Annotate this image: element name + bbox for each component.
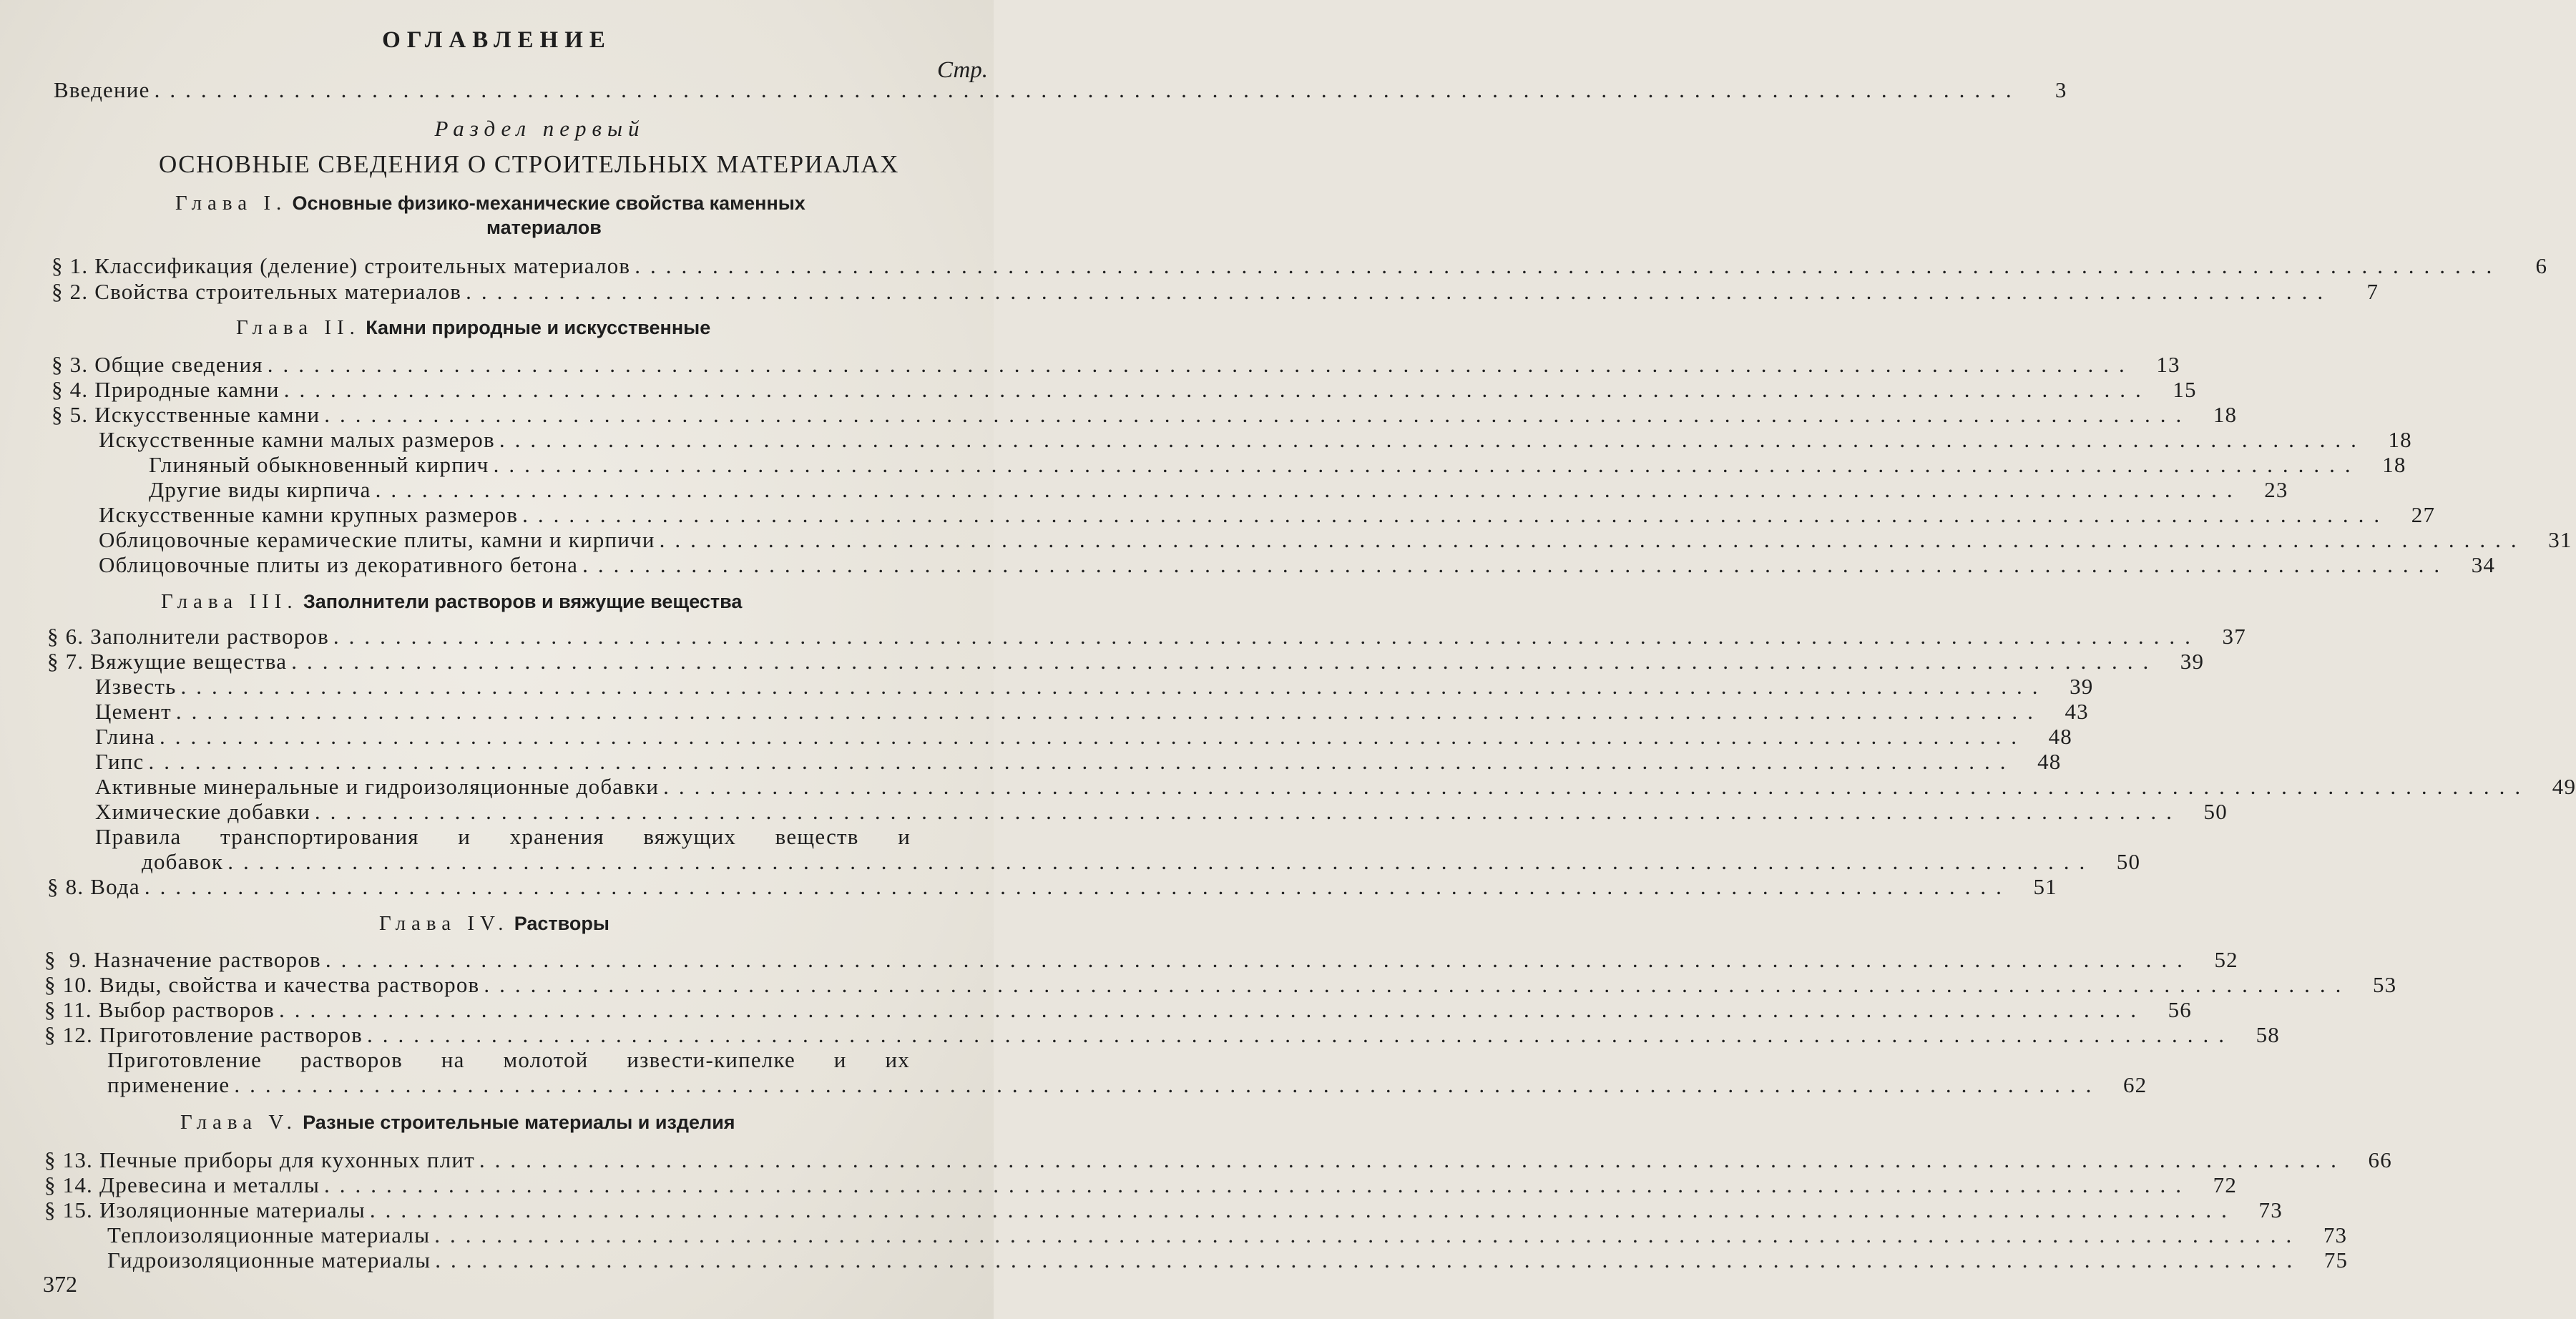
toc-entry <box>44 1197 2283 1223</box>
toc-entry <box>149 477 2288 503</box>
entry-text: Активные минеральные и гидроизоляционные добавки <box>95 774 660 799</box>
entry-page: 23 <box>2264 477 2288 502</box>
entry-text: § 3. Общие сведения <box>52 352 263 377</box>
leader-dots: ........................................................................................................................ <box>234 1072 2102 1097</box>
toc-entry <box>44 997 2192 1023</box>
leader-dots: ........................................................................................................................ <box>227 849 2095 874</box>
entry-page: 66 <box>2368 1147 2392 1172</box>
entry-text: Глиняный обыкновенный кирпич <box>149 452 489 477</box>
toc-entry <box>107 1222 2348 1248</box>
entry-page: 58 <box>2256 1022 2280 1047</box>
entry-page: 50 <box>2116 849 2141 874</box>
entry-text: § 14. Древесина и металлы <box>44 1172 320 1197</box>
leader-dots: ........................................................................................................................ <box>180 674 2048 699</box>
toc-entry <box>52 402 2238 428</box>
toc-entry <box>95 799 2228 825</box>
toc-entry <box>107 1247 2349 1273</box>
toc-entry <box>95 699 2089 725</box>
entry-text: Искусственные камни малых размеров <box>99 427 495 452</box>
chapter-label: Глава V. <box>180 1111 298 1134</box>
leader-dots: ........................................................................................................................ <box>366 1022 2234 1047</box>
entry-page: 43 <box>2065 699 2089 724</box>
toc-entry <box>99 552 2496 578</box>
leader-dots: ........................................................................................................................ <box>144 874 2012 899</box>
chapter-heading <box>379 912 609 936</box>
toc-entry-line: Правила транспортирования и хранения вяжущих веществ и <box>95 824 911 849</box>
leader-dots: ........................................................................................................................ <box>283 377 2151 402</box>
entry-page: 18 <box>2382 452 2406 477</box>
entry-text: Гипс <box>95 749 145 774</box>
entry-text: Облицовочные керамические плиты, камни и кирпичи <box>99 527 655 552</box>
chapter-label: Глава I. <box>175 192 288 215</box>
toc-entry <box>47 874 2057 900</box>
toc-entry <box>99 427 2412 453</box>
leader-dots: ........................................................................................................................ <box>291 649 2159 674</box>
section-title: ОСНОВНЫЕ СВЕДЕНИЯ О СТРОИТЕЛЬНЫХ МАТЕРИАЛАХ <box>159 150 899 178</box>
entry-page: 62 <box>2122 1072 2148 1097</box>
toc-entry <box>54 77 2067 103</box>
entry-text: Теплоизоляционные материалы <box>107 1222 431 1247</box>
entry-page: 48 <box>2048 724 2072 749</box>
entry-text: Цемент <box>95 699 172 724</box>
leader-dots: ........................................................................................................................ <box>333 624 2200 649</box>
entry-text: § 7. Вяжущие вещества <box>47 649 288 674</box>
entry-text: § 11. Выбор растворов <box>44 997 275 1022</box>
chapter-title: Камни природные и искусственные <box>366 317 711 338</box>
chapter-title: Растворы <box>514 913 609 934</box>
chapter-heading <box>161 590 742 614</box>
leader-dots: ........................................................................................................................ <box>314 799 2182 824</box>
leader-dots: ........................................................................................................................ <box>369 1197 2237 1222</box>
chapter-heading <box>175 192 805 215</box>
leader-dots: ........................................................................................................................ <box>582 552 2450 577</box>
leader-dots: ........................................................................................................................ <box>479 1147 2346 1172</box>
leader-dots: ........................................................................................................................ <box>434 1222 2302 1247</box>
entry-page: 73 <box>2323 1222 2348 1247</box>
toc-entry <box>44 1022 2280 1048</box>
entry-text: Облицовочные плиты из декоративного бетона <box>99 552 579 577</box>
leader-dots: ........................................................................................................................ <box>324 402 2192 427</box>
leader-dots: ........................................................................................................................ <box>499 427 2366 452</box>
toc-entry <box>47 649 2205 675</box>
toc-title: ОГЛАВЛЕНИЕ <box>382 27 612 53</box>
entry-page: 49 <box>2552 774 2576 799</box>
toc-entry <box>52 377 2197 403</box>
leader-dots: ........................................................................................................................ <box>663 774 2531 799</box>
entry-page: 27 <box>2411 502 2436 527</box>
entry-page: 7 <box>2366 279 2379 304</box>
section-label: Раздел первый <box>434 116 645 141</box>
chapter-title: Заполнители растворов и вяжущие вещества <box>303 591 743 612</box>
entry-page: 37 <box>2222 624 2246 649</box>
toc-entry-line: Приготовление растворов на молотой извести-кипелке и их <box>107 1047 910 1072</box>
entry-text: Химические добавки <box>95 799 310 824</box>
chapter-heading <box>236 316 710 340</box>
entry-text: Введение <box>54 77 150 102</box>
toc-entry <box>52 279 2379 305</box>
toc-entry <box>52 352 2180 378</box>
entry-text: § 13. Печные приборы для кухонных плит <box>44 1147 475 1172</box>
toc-entry <box>95 774 2576 800</box>
entry-page: 48 <box>2037 749 2062 774</box>
leader-dots: ........................................................................................................................ <box>493 452 2361 477</box>
entry-text: Другие виды кирпича <box>149 477 371 502</box>
leader-dots: ........................................................................................................................ <box>324 1172 2192 1197</box>
toc-entry <box>95 724 2072 750</box>
entry-text: § 8. Вода <box>47 874 140 899</box>
toc-entry <box>44 1172 2238 1198</box>
chapter-label: Глава II. <box>236 316 361 339</box>
leader-dots: ........................................................................................................................ <box>484 972 2351 997</box>
toc-entry <box>44 947 2238 973</box>
page-column-label: Стр. <box>937 57 989 83</box>
entry-page: 34 <box>2471 552 2496 577</box>
chapter-label: Глава IV. <box>379 912 509 935</box>
entry-page: 3 <box>2055 77 2067 102</box>
chapter-label: Глава III. <box>161 590 298 613</box>
entry-page: 13 <box>2156 352 2180 377</box>
toc-entry <box>52 253 2548 279</box>
leader-dots: ........................................................................................................................ <box>659 527 2527 552</box>
leader-dots: ........................................................................................................................ <box>635 253 2502 278</box>
entry-text: Известь <box>95 674 177 699</box>
entry-text: § 6. Заполнители растворов <box>47 624 329 649</box>
entry-text: § 9. Назначение растворов <box>44 947 321 972</box>
entry-page: 73 <box>2258 1197 2283 1222</box>
leader-dots: ........................................................................................................................ <box>160 724 2027 749</box>
leader-dots: ........................................................................................................................ <box>154 77 2022 102</box>
entry-page: 31 <box>2548 527 2572 552</box>
toc-entry <box>44 1147 2392 1173</box>
chapter-title: Основные физико-механические свойства каменных <box>292 192 805 214</box>
entry-text: добавок <box>142 849 224 874</box>
toc-entry <box>44 972 2397 998</box>
leader-dots: ........................................................................................................................ <box>435 1247 2303 1273</box>
leader-dots: ........................................................................................................................ <box>375 477 2243 502</box>
toc-entry <box>142 849 2141 875</box>
toc-entry <box>107 1072 2148 1098</box>
entry-text: § 4. Природные камни <box>52 377 280 402</box>
entry-page: 18 <box>2388 427 2412 452</box>
toc-entry <box>95 749 2062 775</box>
entry-page: 6 <box>2535 253 2548 278</box>
toc-entry <box>47 624 2246 649</box>
chapter-heading <box>180 1111 735 1134</box>
toc-entry <box>99 502 2436 528</box>
leader-dots: ........................................................................................................................ <box>325 947 2193 972</box>
entry-page: 53 <box>2372 972 2397 997</box>
entry-text: § 2. Свойства строительных материалов <box>52 279 462 304</box>
entry-page: 18 <box>2213 402 2238 427</box>
toc-entry <box>149 452 2406 478</box>
leader-dots: ........................................................................................................................ <box>267 352 2135 377</box>
page-number: 372 <box>43 1271 77 1297</box>
entry-page: 39 <box>2180 649 2205 674</box>
leader-dots: ........................................................................................................................ <box>148 749 2016 774</box>
entry-text: § 10. Виды, свойства и качества растворов <box>44 972 480 997</box>
entry-text: Гидроизоляционные материалы <box>107 1247 431 1273</box>
toc-entry <box>99 527 2572 553</box>
leader-dots: ........................................................................................................................ <box>522 502 2390 527</box>
entry-page: 72 <box>2213 1172 2238 1197</box>
leader-dots: ........................................................................................................................ <box>278 997 2146 1022</box>
toc-entry <box>95 674 2094 700</box>
entry-page: 56 <box>2168 997 2192 1022</box>
entry-text: § 15. Изоляционные материалы <box>44 1197 366 1222</box>
leader-dots: ........................................................................................................................ <box>175 699 2043 724</box>
entry-page: 51 <box>2033 874 2057 899</box>
entry-text: применение <box>107 1072 230 1097</box>
chapter-heading-cont <box>486 216 602 240</box>
entry-text: § 5. Искусственные камни <box>52 402 320 427</box>
entry-text: Искусственные камни крупных размеров <box>99 502 519 527</box>
chapter-title: материалов <box>486 217 602 238</box>
chapter-title: Разные строительные материалы и изделия <box>303 1112 735 1133</box>
entry-page: 39 <box>2070 674 2094 699</box>
entry-page: 15 <box>2173 377 2197 402</box>
entry-page: 52 <box>2214 947 2238 972</box>
entry-text: § 1. Классификация (деление) строительных материалов <box>52 253 631 278</box>
entry-text: Глина <box>95 724 155 749</box>
entry-text: § 12. Приготовление растворов <box>44 1022 363 1047</box>
entry-page: 50 <box>2203 799 2228 824</box>
leader-dots: ........................................................................................................................ <box>466 279 2333 304</box>
entry-page: 75 <box>2323 1247 2349 1273</box>
